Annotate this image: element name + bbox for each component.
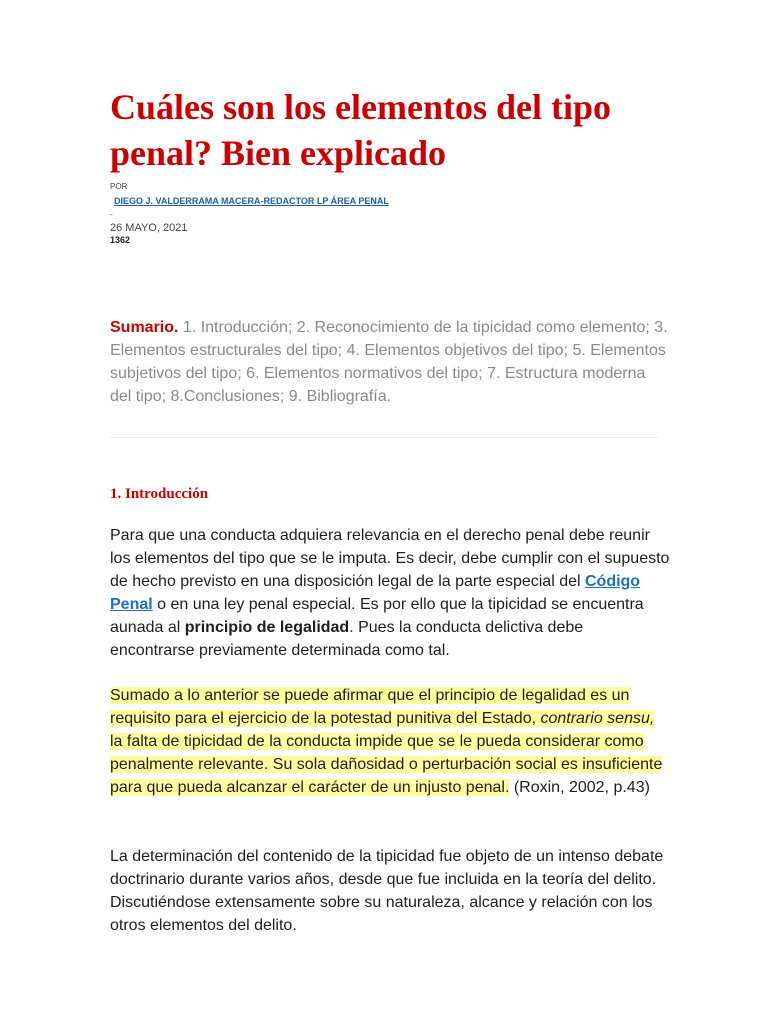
summary-label: Sumario. xyxy=(110,319,179,336)
section-divider xyxy=(110,437,658,438)
intro-paragraph-3: La determinación del contenido de la tipicidad fue objeto de un intenso debate doctrinario durante varios años, desde que fue incluida en la teoría del delito. Discutiéndose extensamente sobre su naturaleza, alcance y relación con los otros elementos del delito. xyxy=(110,848,664,934)
p1-text-b: o en una ley penal especial. Es por ello que la tipicidad se encuentra aunada al xyxy=(110,596,644,636)
summary-paragraph xyxy=(110,316,670,408)
publish-date: 26 MAYO, 2021 xyxy=(110,222,188,234)
byline-label: POR xyxy=(110,182,128,191)
citation: (Roxin, 2002, p.43) xyxy=(509,779,650,796)
p1-text-a: Para que una conducta adquiera relevancia en el derecho penal debe reunir los elementos del tipo que se le imputa. Es decir, debe cumplir con el supuesto de hecho previsto en una disposición legal de la parte especial del xyxy=(110,527,670,590)
summary-text: 1. Introducción; 2. Reconocimiento de la tipicidad como elemento; 3. Elementos estructurales del tipo; 4. Elementos objetivos del tipo; 5. Elementos subjetivos del tipo; 6. Elementos normativos del tipo; 7. Estructura moderna del tipo; 8.Conclusiones; 9. Bibliografía. xyxy=(110,319,668,405)
highlighted-text-b: la falta de tipicidad de la conducta impide que se le pueda considerar como penalmente relevante. Su sola dañosidad o perturbación social es insuficiente para que pueda alcanzar el carácter de un injusto penal. xyxy=(110,733,663,796)
author-link[interactable]: DIEGO J. VALDERRAMA MACERA-REDACTOR LP ÁREA PENAL xyxy=(114,196,389,206)
highlighted-text-a: Sumado a lo anterior se puede afirmar que el principio de legalidad es un requisito para el ejercicio de la potestad punitiva del Estado, xyxy=(110,687,630,727)
section-heading-introduccion: 1. Introducción xyxy=(110,486,209,502)
codigo-penal-link[interactable]: Código Penal xyxy=(110,573,641,613)
intro-paragraph-1 xyxy=(110,524,670,662)
view-count: 1362 xyxy=(110,235,131,245)
highlighted-italic: contrario sensu, xyxy=(540,710,655,727)
p1-text-c: . Pues la conducta delictiva debe encontrarse previamente determinada como tal. xyxy=(110,619,584,659)
p1-bold-term: principio de legalidad xyxy=(184,619,350,636)
meta-separator: - xyxy=(110,210,113,219)
intro-paragraph-2 xyxy=(110,684,670,799)
article-title: Cuáles son los elementos del tipo penal? Bien explicado xyxy=(110,87,612,173)
